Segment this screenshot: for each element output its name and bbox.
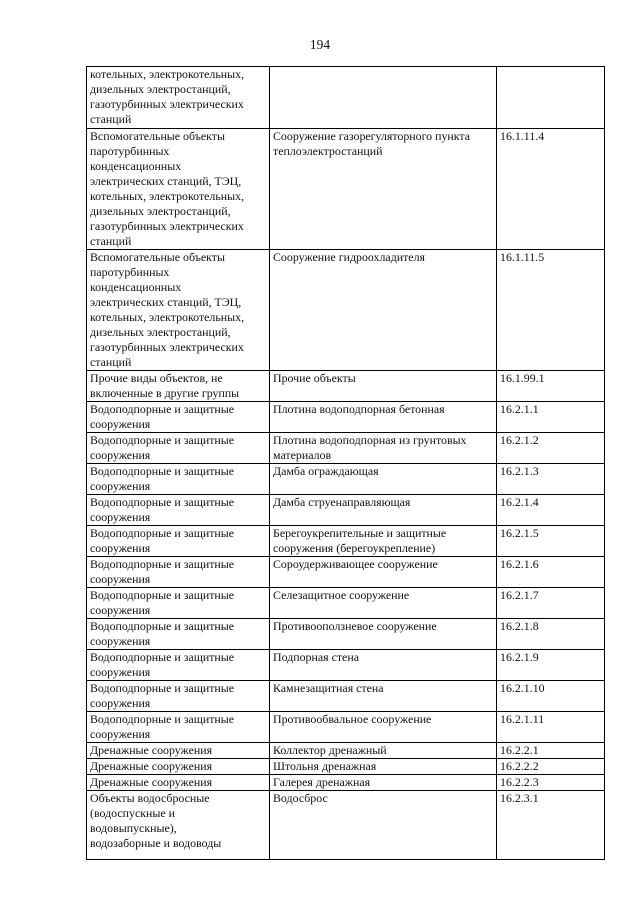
object-code-cell: 16.2.1.9	[497, 650, 605, 681]
object-name-cell: Противообвальное сооружение	[270, 712, 497, 743]
object-name-cell: Сооружение газорегуляторного пункта теплоэлектростанций	[270, 129, 497, 250]
object-code-cell: 16.2.1.8	[497, 619, 605, 650]
object-type-cell: Дренажные сооружения	[87, 759, 270, 775]
table-row	[87, 402, 605, 433]
object-type-cell: котельных, электрокотельных, дизельных электростанций, газотурбинных электрических станций	[87, 67, 270, 129]
object-type-cell: Водоподпорные и защитные сооружения	[87, 712, 270, 743]
table-row	[87, 791, 605, 860]
object-type-cell: Водоподпорные и защитные сооружения	[87, 433, 270, 464]
object-code-cell: 16.2.1.5	[497, 526, 605, 557]
object-code-cell: 16.2.1.1	[497, 402, 605, 433]
object-name-cell: Дамба ограждающая	[270, 464, 497, 495]
table-row	[87, 526, 605, 557]
object-name-cell: Сооружение гидроохладителя	[270, 250, 497, 371]
table-body	[87, 67, 605, 860]
object-type-cell: Объекты водосбросные (водоспускные и водовыпускные), водозаборные и водоводы	[87, 791, 270, 860]
object-code-cell: 16.2.1.10	[497, 681, 605, 712]
object-type-cell: Вспомогательные объекты паротурбинных конденсационных электрических станций, ТЭЦ, котельных, электрокотельных, дизельных электростанций, газотурбинных электрических станций	[87, 129, 270, 250]
table-row	[87, 650, 605, 681]
object-code-cell: 16.1.11.4	[497, 129, 605, 250]
object-type-cell: Водоподпорные и защитные сооружения	[87, 557, 270, 588]
object-code-cell: 16.2.3.1	[497, 791, 605, 860]
object-code-cell: 16.2.1.3	[497, 464, 605, 495]
object-name-cell: Плотина водоподпорная бетонная	[270, 402, 497, 433]
object-name-cell: Берегоукрепительные и защитные сооружения (берегоукрепление)	[270, 526, 497, 557]
object-name-cell: Водосброс	[270, 791, 497, 860]
object-code-cell: 16.1.99.1	[497, 371, 605, 402]
object-name-cell: Штольня дренажная	[270, 759, 497, 775]
object-name-cell: Коллектор дренажный	[270, 743, 497, 759]
object-code-cell: 16.1.11.5	[497, 250, 605, 371]
object-type-cell: Прочие виды объектов, не включенные в другие группы	[87, 371, 270, 402]
table-row	[87, 557, 605, 588]
object-name-cell: Селезащитное сооружение	[270, 588, 497, 619]
table-row	[87, 433, 605, 464]
object-name-cell: Сороудерживающее сооружение	[270, 557, 497, 588]
object-code-cell: 16.2.2.3	[497, 775, 605, 791]
object-code-cell: 16.2.1.2	[497, 433, 605, 464]
table-row	[87, 371, 605, 402]
table-row	[87, 681, 605, 712]
table-row	[87, 495, 605, 526]
object-type-cell: Водоподпорные и защитные сооружения	[87, 495, 270, 526]
object-type-cell: Водоподпорные и защитные сооружения	[87, 619, 270, 650]
object-name-cell: Подпорная стена	[270, 650, 497, 681]
table-row	[87, 588, 605, 619]
object-code-cell: 16.2.2.1	[497, 743, 605, 759]
object-name-cell: Плотина водоподпорная из грунтовых материалов	[270, 433, 497, 464]
classification-table	[86, 66, 605, 860]
object-type-cell: Водоподпорные и защитные сооружения	[87, 464, 270, 495]
object-type-cell: Водоподпорные и защитные сооружения	[87, 402, 270, 433]
object-type-cell: Водоподпорные и защитные сооружения	[87, 588, 270, 619]
table-row	[87, 743, 605, 759]
object-name-cell: Камнезащитная стена	[270, 681, 497, 712]
object-code-cell: 16.2.1.11	[497, 712, 605, 743]
table-row	[87, 67, 605, 129]
object-code-cell: 16.2.1.6	[497, 557, 605, 588]
table-row	[87, 129, 605, 250]
table-row	[87, 619, 605, 650]
object-name-cell: Противооползневое сооружение	[270, 619, 497, 650]
object-code-cell: 16.2.1.7	[497, 588, 605, 619]
object-type-cell: Вспомогательные объекты паротурбинных конденсационных электрических станций, ТЭЦ, котельных, электрокотельных, дизельных электростанций, газотурбинных электрических станций	[87, 250, 270, 371]
table-row	[87, 712, 605, 743]
object-name-cell: Галерея дренажная	[270, 775, 497, 791]
object-name-cell	[270, 67, 497, 129]
table-row	[87, 759, 605, 775]
page-number: 194	[309, 37, 331, 52]
object-type-cell: Водоподпорные и защитные сооружения	[87, 650, 270, 681]
object-type-cell: Водоподпорные и защитные сооружения	[87, 681, 270, 712]
object-code-cell: 16.2.1.4	[497, 495, 605, 526]
table-row	[87, 775, 605, 791]
object-type-cell: Дренажные сооружения	[87, 775, 270, 791]
object-type-cell: Дренажные сооружения	[87, 743, 270, 759]
object-code-cell	[497, 67, 605, 129]
object-code-cell: 16.2.2.2	[497, 759, 605, 775]
object-type-cell: Водоподпорные и защитные сооружения	[87, 526, 270, 557]
object-name-cell: Дамба струенаправляющая	[270, 495, 497, 526]
table-row	[87, 250, 605, 371]
table-row	[87, 464, 605, 495]
object-name-cell: Прочие объекты	[270, 371, 497, 402]
